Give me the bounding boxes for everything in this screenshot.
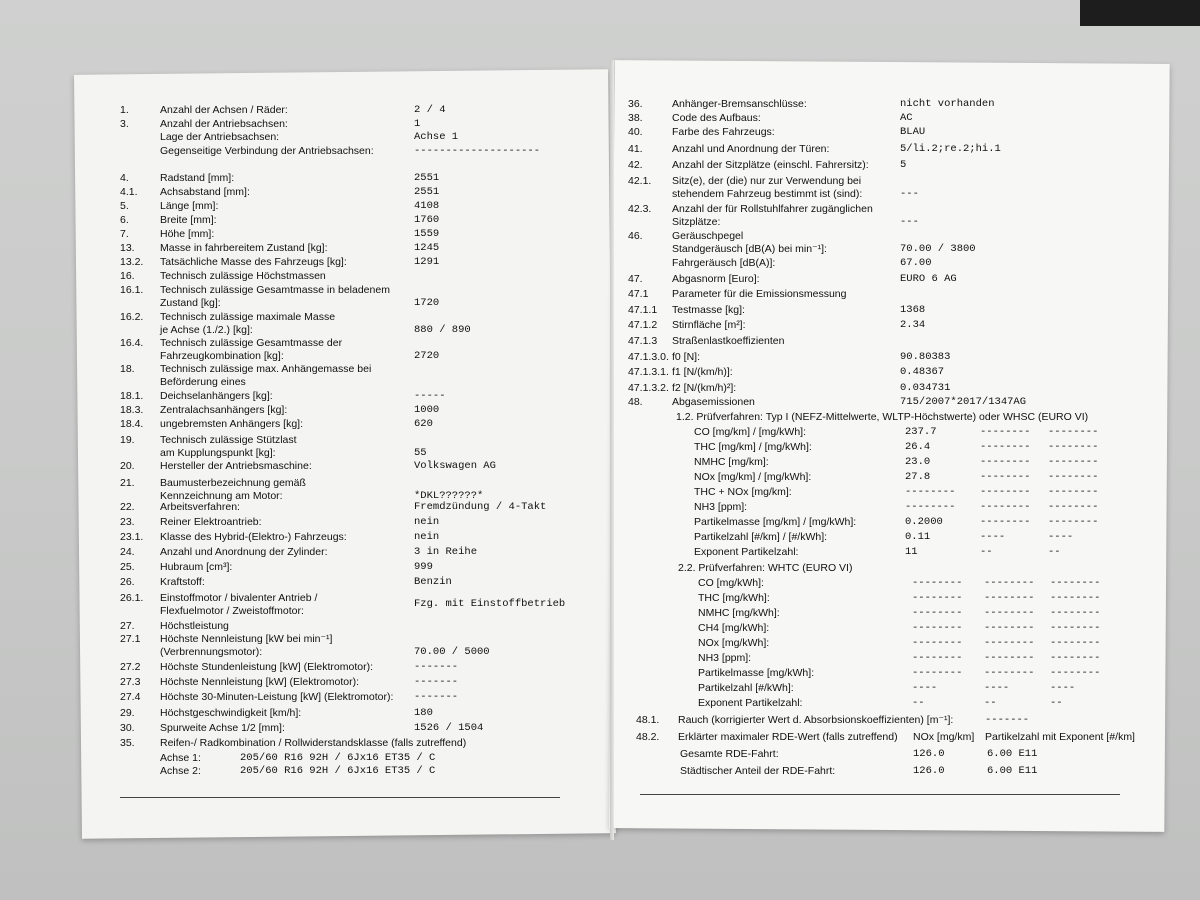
emission-label: CO [mg/km] / [mg/kWh]: xyxy=(694,426,807,438)
field-value: 999 xyxy=(414,561,433,573)
field-label: Arbeitsverfahren: xyxy=(160,501,240,513)
field-label: Standgeräusch [dB(A) bei min⁻¹]: xyxy=(672,243,827,255)
field-value: 2551 xyxy=(414,186,440,198)
emission-value: -------- xyxy=(1050,652,1101,664)
field-number: 18. xyxy=(120,363,135,375)
field-number: 4. xyxy=(120,172,129,184)
field-number: 24. xyxy=(120,546,135,558)
field-number: 35. xyxy=(120,737,135,749)
emission-value: ---- xyxy=(980,531,1006,543)
field-value: --- xyxy=(900,216,919,228)
emission-value: -- xyxy=(912,697,925,709)
emission-value: -------- xyxy=(1048,501,1099,513)
field-number: 22. xyxy=(120,501,135,513)
field-value: 0.48367 xyxy=(900,366,945,378)
field-value: 126.0 xyxy=(913,765,945,777)
field-number: 27.4 xyxy=(120,691,141,703)
field-number: 48.1. xyxy=(636,714,660,726)
field-label: Rauch (korrigierter Wert d. Absorbsionskoeffizienten) [m⁻¹]: xyxy=(678,714,954,726)
field-value: ------- xyxy=(414,661,459,673)
field-value: 1291 xyxy=(414,256,440,268)
field-label: Achsabstand [mm]: xyxy=(160,186,250,198)
emission-value: -------- xyxy=(1050,637,1101,649)
emission-value: -------- xyxy=(980,426,1031,438)
field-value: 180 xyxy=(414,707,433,719)
field-label: Einstoffmotor / bivalenter Antrieb / xyxy=(160,592,318,604)
field-label: Code des Aufbaus: xyxy=(672,112,761,124)
emission-value: -------- xyxy=(984,592,1035,604)
left-page xyxy=(74,69,616,839)
field-number: 42.1. xyxy=(628,175,652,187)
emission-label: Partikelzahl [#/km] / [#/kWh]: xyxy=(694,531,828,543)
field-value: 1368 xyxy=(900,304,926,316)
emission-label: Partikelmasse [mg/kWh]: xyxy=(698,667,815,679)
emission-value: -------- xyxy=(912,577,963,589)
field-number: 47.1.3.2. xyxy=(628,382,669,394)
field-value: 2720 xyxy=(414,350,440,362)
emission-value: ---- xyxy=(1048,531,1074,543)
field-number: 16.1. xyxy=(120,284,144,296)
field-value: 6.00 E11 xyxy=(987,748,1038,760)
field-value: 1245 xyxy=(414,242,440,254)
emission-value: ---- xyxy=(984,682,1010,694)
field-number: 41. xyxy=(628,143,643,155)
emission-value: -------- xyxy=(912,622,963,634)
emission-label: NOx [mg/kWh]: xyxy=(698,637,770,649)
field-value: 1526 / 1504 xyxy=(414,722,484,734)
field-label: Hersteller der Antriebsmaschine: xyxy=(160,460,312,472)
field-number: 47.1.2 xyxy=(628,319,658,331)
field-label: Technisch zulässige Gesamtmasse der xyxy=(160,337,343,349)
emission-value: -------- xyxy=(912,652,963,664)
emission-value: -------- xyxy=(980,486,1031,498)
emissions-header: 1.2. Prüfverfahren: Typ I (NEFZ-Mittelwerte, WLTP-Höchstwerte) oder WHSC (EURO VI) xyxy=(676,411,1089,423)
emission-label: THC + NOx [mg/km]: xyxy=(694,486,792,498)
field-number: 42. xyxy=(628,159,643,171)
column-header: NOx [mg/km] xyxy=(913,731,975,743)
field-number: 26. xyxy=(120,576,135,588)
field-value: nein xyxy=(414,516,440,528)
field-value: --- xyxy=(900,188,919,200)
field-number: 27.2 xyxy=(120,661,141,673)
field-label: ungebremsten Anhängers [kg]: xyxy=(160,418,304,430)
emission-value: -------- xyxy=(1048,516,1099,528)
emission-value: -- xyxy=(980,546,993,558)
field-label: Städtischer Anteil der RDE-Fahrt: xyxy=(680,765,836,777)
field-value: ------- xyxy=(414,691,459,703)
field-label: Abgasnorm [Euro]: xyxy=(672,273,760,285)
field-number: 16. xyxy=(120,270,135,282)
field-label: Länge [mm]: xyxy=(160,200,219,212)
emission-label: THC [mg/km] / [mg/kWh]: xyxy=(694,441,812,453)
field-label: Testmasse [kg]: xyxy=(672,304,745,316)
emission-value: -------- xyxy=(984,577,1035,589)
field-number: 23.1. xyxy=(120,531,144,543)
emission-value: -------- xyxy=(984,607,1035,619)
field-value: nein xyxy=(414,531,440,543)
field-value: 6.00 E11 xyxy=(987,765,1038,777)
field-label: Erklärter maximaler RDE-Wert (falls zutreffend) xyxy=(678,731,898,743)
field-value: 4108 xyxy=(414,200,440,212)
field-label: Klasse des Hybrid-(Elektro-) Fahrzeugs: xyxy=(160,531,347,543)
field-value: BLAU xyxy=(900,126,926,138)
field-label: Achse 2: xyxy=(160,765,201,777)
field-value: 205/60 R16 92H / 6Jx16 ET35 / C xyxy=(240,765,436,777)
field-value: ------- xyxy=(414,676,459,688)
field-number: 48.2. xyxy=(636,731,660,743)
emission-value: -------- xyxy=(1048,486,1099,498)
field-number: 1. xyxy=(120,104,129,116)
field-label: Farbe des Fahrzeugs: xyxy=(672,126,775,138)
field-label: Straßenlastkoeffizienten xyxy=(672,335,785,347)
field-number: 47.1.3.1. xyxy=(628,366,669,378)
field-number: 29. xyxy=(120,707,135,719)
emission-value: 0.2000 xyxy=(905,516,943,528)
field-value: Benzin xyxy=(414,576,452,588)
emission-value: 26.4 xyxy=(905,441,931,453)
emission-value: -------- xyxy=(980,516,1031,528)
field-label: Anzahl der Achsen / Räder: xyxy=(160,104,288,116)
field-label: Fahrgeräusch [dB(A)]: xyxy=(672,257,776,269)
field-number: 47.1 xyxy=(628,288,649,300)
field-label: Spurweite Achse 1/2 [mm]: xyxy=(160,722,285,734)
column-header: Partikelzahl mit Exponent [#/km] xyxy=(985,731,1135,743)
emission-value: -------- xyxy=(1050,607,1101,619)
emission-value: -------- xyxy=(980,471,1031,483)
field-value: 90.80383 xyxy=(900,351,951,363)
field-label: Kraftstoff: xyxy=(160,576,205,588)
emission-value: -------- xyxy=(984,652,1035,664)
field-label: Anzahl der Sitzplätze (einschl. Fahrersitz): xyxy=(672,159,869,171)
field-value: 2 / 4 xyxy=(414,104,446,116)
field-number: 13. xyxy=(120,242,135,254)
field-number: 19. xyxy=(120,434,135,446)
field-number: 18.1. xyxy=(120,390,144,402)
field-label: Höchstgeschwindigkeit [km/h]: xyxy=(160,707,302,719)
field-value: 1559 xyxy=(414,228,440,240)
field-number: 5. xyxy=(120,200,129,212)
emission-label: Exponent Partikelzahl: xyxy=(694,546,799,558)
emission-value: -------- xyxy=(912,637,963,649)
emission-label: Partikelzahl [#/kWh]: xyxy=(698,682,794,694)
field-number: 18.3. xyxy=(120,404,144,416)
emission-label: CH4 [mg/kWh]: xyxy=(698,622,770,634)
field-label: Zustand [kg]: xyxy=(160,297,221,309)
field-label: Breite [mm]: xyxy=(160,214,217,226)
field-label: Technisch zulässige Höchstmassen xyxy=(160,270,326,282)
field-number: 16.4. xyxy=(120,337,144,349)
field-value: 2551 xyxy=(414,172,440,184)
field-label: Sitz(e), der (die) nur zur Verwendung bei xyxy=(672,175,862,187)
field-number: 20. xyxy=(120,460,135,472)
bottom-line xyxy=(640,794,1120,795)
field-value: ----- xyxy=(414,390,446,402)
field-number: 4.1. xyxy=(120,186,138,198)
emission-label: CO [mg/kWh]: xyxy=(698,577,764,589)
field-number: 25. xyxy=(120,561,135,573)
field-value: 715/2007*2017/1347AG xyxy=(900,396,1027,408)
field-value: Fremdzündung / 4-Takt xyxy=(414,501,547,513)
field-label: Reifen-/ Radkombination / Rollwiderstandsklasse (falls zutreffend) xyxy=(160,737,467,749)
field-value: AC xyxy=(900,112,913,124)
emission-value: 27.8 xyxy=(905,471,931,483)
field-value: 70.00 / 5000 xyxy=(414,646,490,658)
field-label: Hubraum [cm³]: xyxy=(160,561,233,573)
field-number: 23. xyxy=(120,516,135,528)
field-label: Beförderung eines xyxy=(160,376,246,388)
emission-value: 237.7 xyxy=(905,426,937,438)
background-object xyxy=(1080,0,1200,26)
field-label: Anzahl der für Rollstuhlfahrer zugänglichen xyxy=(672,203,873,215)
field-number: 16.2. xyxy=(120,311,144,323)
field-value: 0.034731 xyxy=(900,382,951,394)
field-number: 30. xyxy=(120,722,135,734)
field-number: 13.2. xyxy=(120,256,144,268)
field-label: Zentralachsanhängers [kg]: xyxy=(160,404,288,416)
field-label: am Kupplungspunkt [kg]: xyxy=(160,447,276,459)
field-label: Gesamte RDE-Fahrt: xyxy=(680,748,779,760)
field-label: Anzahl und Anordnung der Zylinder: xyxy=(160,546,328,558)
field-value: 1760 xyxy=(414,214,440,226)
field-number: 3. xyxy=(120,118,129,130)
field-number: 47. xyxy=(628,273,643,285)
field-label: Technisch zulässige Stützlast xyxy=(160,434,297,446)
field-label: Sitzplätze: xyxy=(672,216,721,228)
field-label: Masse in fahrbereitem Zustand [kg]: xyxy=(160,242,328,254)
emission-value: -------- xyxy=(984,637,1035,649)
field-label: Flexfuelmotor / Zweistoffmotor: xyxy=(160,605,304,617)
field-value: 880 / 890 xyxy=(414,324,471,336)
emission-label: NOx [mg/km] / [mg/kWh]: xyxy=(694,471,812,483)
field-value: 1000 xyxy=(414,404,440,416)
field-number: 40. xyxy=(628,126,643,138)
field-label: Achse 1: xyxy=(160,752,201,764)
field-label: Radstand [mm]: xyxy=(160,172,235,184)
field-label: Kennzeichnung am Motor: xyxy=(160,490,283,502)
emission-value: -- xyxy=(1050,697,1063,709)
emission-value: -------- xyxy=(980,456,1031,468)
field-number: 48. xyxy=(628,396,643,408)
emission-value: -------- xyxy=(1048,426,1099,438)
emission-value: -------- xyxy=(980,501,1031,513)
emission-value: -------- xyxy=(1050,592,1101,604)
field-label: Technisch zulässige max. Anhängemasse bei xyxy=(160,363,372,375)
field-number: 26.1. xyxy=(120,592,144,604)
emission-value: -------- xyxy=(1050,577,1101,589)
emission-value: -------- xyxy=(1050,667,1101,679)
field-label: stehendem Fahrzeug bestimmt ist (sind): xyxy=(672,188,863,200)
emission-value: -------- xyxy=(980,441,1031,453)
emission-value: -- xyxy=(984,697,997,709)
field-label: Anzahl der Antriebsachsen: xyxy=(160,118,288,130)
emission-value: ---- xyxy=(1050,682,1076,694)
field-label: Höchste Nennleistung [kW bei min⁻¹] xyxy=(160,633,333,645)
field-label: je Achse (1./2.) [kg]: xyxy=(160,324,253,336)
emission-label: THC [mg/kWh]: xyxy=(698,592,770,604)
field-label: Baumusterbezeichnung gemäß xyxy=(160,477,306,489)
emission-value: -------- xyxy=(1048,471,1099,483)
emission-label: Exponent Partikelzahl: xyxy=(698,697,803,709)
field-number: 7. xyxy=(120,228,129,240)
emission-value: -------- xyxy=(984,622,1035,634)
page-fold xyxy=(610,60,614,840)
emission-value: 0.11 xyxy=(905,531,931,543)
emission-label: NH3 [ppm]: xyxy=(698,652,752,664)
field-label: Geräuschpegel xyxy=(672,230,744,242)
emission-value: -------- xyxy=(1050,622,1101,634)
field-number: 27.3 xyxy=(120,676,141,688)
field-value: 5 xyxy=(900,159,907,171)
field-value: *DKL??????* xyxy=(414,490,484,502)
field-label: Tatsächliche Masse des Fahrzeugs [kg]: xyxy=(160,256,347,268)
emission-value: -- xyxy=(1048,546,1061,558)
field-label: Reiner Elektroantrieb: xyxy=(160,516,262,528)
field-number: 6. xyxy=(120,214,129,226)
field-label: Technisch zulässige Gesamtmasse in beladenem xyxy=(160,284,390,296)
emission-label: NH3 [ppm]: xyxy=(694,501,748,513)
field-label: f2 [N/(km/h)²]: xyxy=(672,382,737,394)
field-label: Anhänger-Bremsanschlüsse: xyxy=(672,98,807,110)
field-value: nicht vorhanden xyxy=(900,98,995,110)
field-label: Gegenseitige Verbindung der Antriebsachsen: xyxy=(160,145,374,157)
field-value: 70.00 / 3800 xyxy=(900,243,976,255)
field-number: 47.1.3.0. xyxy=(628,351,669,363)
field-value: Volkswagen AG xyxy=(414,460,496,472)
emission-value: ---- xyxy=(912,682,938,694)
field-label: Höchste Nennleistung [kW] (Elektromotor): xyxy=(160,676,359,688)
field-value: 205/60 R16 92H / 6Jx16 ET35 / C xyxy=(240,752,436,764)
field-label: Höchste Stundenleistung [kW] (Elektromotor): xyxy=(160,661,374,673)
field-value: 67.00 xyxy=(900,257,932,269)
field-number: 27.1 xyxy=(120,633,141,645)
emission-value: 23.0 xyxy=(905,456,931,468)
field-number: 47.1.1 xyxy=(628,304,658,316)
field-value: ------- xyxy=(985,714,1030,726)
field-label: Höchstleistung xyxy=(160,620,229,632)
field-value: -------------------- xyxy=(414,145,541,157)
field-label: Stirnfläche [m²]: xyxy=(672,319,746,331)
field-value: Achse 1 xyxy=(414,131,459,143)
field-label: Höchste 30-Minuten-Leistung [kW] (Elektromotor): xyxy=(160,691,394,703)
field-value: 1 xyxy=(414,118,421,130)
field-number: 18.4. xyxy=(120,418,144,430)
field-number: 47.1.3 xyxy=(628,335,658,347)
field-number: 38. xyxy=(628,112,643,124)
field-label: Fahrzeugkombination [kg]: xyxy=(160,350,284,362)
field-label: Lage der Antriebsachsen: xyxy=(160,131,280,143)
field-value: 620 xyxy=(414,418,433,430)
emission-label: NMHC [mg/km]: xyxy=(694,456,769,468)
field-value: 5/li.2;re.2;hi.1 xyxy=(900,143,1001,155)
emission-label: Partikelmasse [mg/km] / [mg/kWh]: xyxy=(694,516,857,528)
emission-value: -------- xyxy=(905,486,956,498)
field-value: 3 in Reihe xyxy=(414,546,478,558)
emission-value: -------- xyxy=(1048,456,1099,468)
field-number: 46. xyxy=(628,230,643,242)
emission-value: 11 xyxy=(905,546,918,558)
emission-value: -------- xyxy=(984,667,1035,679)
field-number: 42.3. xyxy=(628,203,652,215)
emission-value: -------- xyxy=(912,667,963,679)
emission-label: NMHC [mg/kWh]: xyxy=(698,607,780,619)
field-value: EURO 6 AG xyxy=(900,273,957,285)
emission-value: -------- xyxy=(912,607,963,619)
emission-value: -------- xyxy=(912,592,963,604)
field-value: 55 xyxy=(414,447,427,459)
field-value: 2.34 xyxy=(900,319,926,331)
field-number: 21. xyxy=(120,477,135,489)
emission-value: -------- xyxy=(905,501,956,513)
field-value: Fzg. mit Einstoffbetrieb xyxy=(414,598,566,610)
emissions-header: 2.2. Prüfverfahren: WHTC (EURO VI) xyxy=(678,562,853,574)
field-number: 36. xyxy=(628,98,643,110)
emission-value: -------- xyxy=(1048,441,1099,453)
bottom-line xyxy=(120,797,560,798)
field-label: Abgasemissionen xyxy=(672,396,755,408)
field-value: 126.0 xyxy=(913,748,945,760)
field-label: Höhe [mm]: xyxy=(160,228,215,240)
field-label: (Verbrennungsmotor): xyxy=(160,646,263,658)
field-label: Parameter für die Emissionsmessung xyxy=(672,288,847,300)
field-label: Technisch zulässige maximale Masse xyxy=(160,311,336,323)
field-label: Deichselanhängers [kg]: xyxy=(160,390,273,402)
field-value: 1720 xyxy=(414,297,440,309)
field-label: Anzahl und Anordnung der Türen: xyxy=(672,143,830,155)
field-label: f0 [N]: xyxy=(672,351,701,363)
field-label: f1 [N/(km/h)]: xyxy=(672,366,733,378)
field-number: 27. xyxy=(120,620,135,632)
